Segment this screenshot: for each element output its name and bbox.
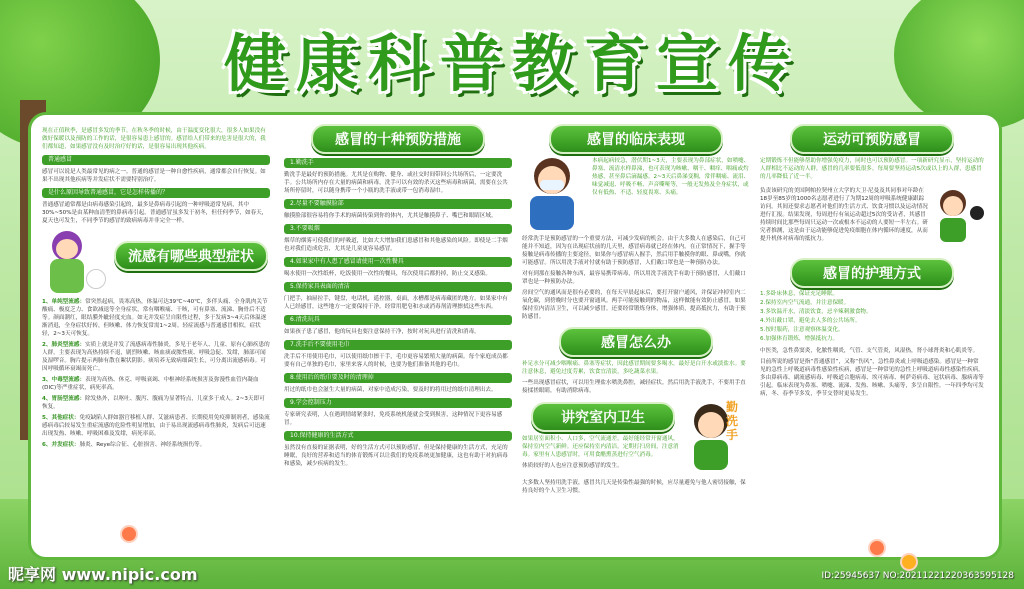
section-header-what-to-do: 感冒怎么办 [559,327,713,357]
column-exercise [758,124,986,545]
prevention-item-label: 9.学会控制压力 [284,398,512,408]
flower-decoration [868,539,886,557]
symptom-4: 4、胃肠型流感：除发热外，以呕吐、腹泻、腹痛为显著特点，儿童多于成人。2~3天即可恢复。 [42,396,265,410]
watermark-right: ID:25945637 NO:20211221220363595128 [821,571,1014,581]
handwash-badge: 勤洗手 [726,400,739,442]
prevention-item-label: 1.勤洗手 [284,158,512,168]
prevention-item-label: 8.使用后的纸巾要及时的清理掉 [284,373,512,383]
q2-label: 是什么原因导致普通感冒，它是怎样传播的？ [42,188,270,198]
prevention-item-label: 4.如果家中有人患了感冒请使用一次性餐具 [284,257,512,267]
exercise-text-1: 定期锻炼不但能够帮助你增强免疫力，同时也可以预防感冒。一项新研究显示，坚持运动的人群相比不运动的人群，感冒的几率要低很多。每周要坚持运动5次或以上的人群，患感冒的几率降低了近一半。 [760,158,984,180]
column-clinical [520,124,752,545]
boy-mask-illustration [520,154,590,232]
page-title: 健康科普教育宣传 [223,27,800,100]
care-item: 2.保持室内空气流通，并注意保暖。 [760,300,850,306]
care-item: 3.多饮温开水，清淡饮食，忌辛辣刺激食物。 [760,309,872,315]
clinical-text-4: 房间空气的通风而是很有必要的，在每天早晨起床后，要打开窗户通风，并保证冲掉室内二氧化碳，到傍晚时分也要开窗通风。两手可能接触到的物品，这样做能有效防止感冒，如果保持室内清洁卫生，可以减少感冒。还要经常锻炼身体，增强体质，提高抵抗力，有助于预防感冒。 [522,290,746,320]
care-note: 中医类，急性鼻窦炎，化脓性咽炎，气管、支气管炎，风湿热，肾小球肾炎和心肌炎等。 [760,348,979,354]
prevention-item-label: 7.洗手后不要使用毛巾 [284,340,512,350]
clinical-text-2: 经常洗手是预防感冒的一个重要方法，可减少发病的机会。由于大多数人在感染后，自己可能并不知道，因为在出现症状前的几天里，感冒病毒就已经在体内。在正常情况下，握手等接触是病毒传播的主要途径，如果你与感冒病人握手，然后用手触摸你的眼、鼻或嘴，你就可能感冒。所以用洗手液对付就有助于预防感冒，人们戴口罩也是一种预防办法。 [522,236,746,266]
intro-text: 现在正值秋季，是感冒多发的季节。在秋冬季的时候，由于温度变化很大，很多人如果没有做好保暖以及预防的工作的话，是很容易患上感冒的。感冒给人们带来的危害是很大的，我们都知道，如果感冒没有及时治疗好的话，是很容易出现其他疾病。 [42,128,266,150]
care-text: 目前所说的感冒是指“普通感冒”，又称“伤风”，急性鼻炎或上呼吸道感染。感冒是一种常见的急性上呼吸道病毒性感染性疾病，感冒是一种常见的急性上呼吸道病毒性感染性疾病，多由鼻病毒、副流感病毒、呼吸道合胞病毒、埃可病毒、柯萨奇病毒、冠状病毒、腺病毒等引起。临床表现为鼻塞、喷嚏、流涕、发热、咳嗽、头痛等，多呈自限性。一年四季均可发病，冬、春季节多发，季节交替时更易发生。 [760,359,984,397]
prevention-item-text: 洗手后不用使用毛巾，可以使用纸巾擦干手，毛巾更容易繁殖大量的病菌。每个家庭成员都要有自己单独的毛巾，家里来客人的时候，也要为他们准备其他的毛巾。 [284,354,508,368]
exercise-text-2: 负责该研究的美国阿帕拉契州立大学的大卫·尼曼及其同事对年龄在18岁至85岁的1000名志愿者进行了为期12周的呼吸系统健康跟踪访问。其间还要求志愿者对他们的生活方式、饮食习惯以及运动情况进行汇报。结果发现，每周进行有氧运动超过5次的受访者，其感冒持续时间比那些每周只运动一次或根本不运动的人要短一半左右。研究者推测，这是由于运动能够促进免疫细胞在体内循环的速度，从而提升机体对病毒的抵抗力。 [760,188,928,242]
q2-text: 普通感冒通常都是由病毒感染引起的，最多是鼻病毒引起的一种呼吸道常见病，其中30%~50%是由某种血清型的鼻病毒引起。普通感冒虽多发于初冬，但任何季节，如春天，夏天也可发生，不同季节的感冒的致病病毒并非完全一样。 [42,202,268,224]
flower-decoration [900,553,918,571]
prevention-item-text: 专家研究表明，人在遇到情绪紧张时，免疫系统机能就会受到损害，这种情况下更容易感冒。 [284,412,503,426]
care-item: 1.多卧床休息，保证充足睡眠。 [760,291,839,297]
prevention-item-text: 用过的纸巾也会滋生大量的病菌，对家中造成污染，要及时的将用过的纸巾清理出去。 [284,387,497,393]
symptom-2: 2、肺炎型流感：实质上就是并发了流感病毒性肺炎，多见于老年人、儿童、原有心肺疾患的人群。主要表现为高热持续不退，剧烈咳嗽、咳血痰或脓性痰、呼吸急促、发绀，肺部可闻及湿啰音。胸片提示两肺有散在絮状阴影。痰培养无致病细菌生长，可分离出流感病毒。可因呼吸循环衰竭而死亡。 [42,342,270,372]
prevention-item-label: 3.不要吸烟 [284,224,512,234]
section-header-hygiene: 讲究室内卫生 [531,402,675,432]
watermark-left: 昵享网 www.nipic.com [8,565,198,584]
prevention-list [282,158,514,468]
symptom-5: 5、其他症状：免疫缺陷人群如器官移植人群、艾滋病患者、长期使用免疫抑制剂者，感染流感病毒后较易发生重症流感的危险性明显增加，由于易出现流感病毒性肺炎，发病后可迅速出现发热、咳嗽、呼吸困难及发绀，病死率高。 [42,415,270,437]
handwash-illustration [686,398,752,476]
prevention-item-text: 勤洗手是最好的预防措施。尤其是在购物、健身、或社交时间带回公共场所后，一定要洗手。公共场所内存在大量的病菌和病毒，洗手可以有效的杀灭这些病毒和病菌，需要在公共场所停留时，可以随身携带一个小瓶的洗手液或带一包消毒湿巾。 [284,172,508,194]
boy-running-illustration [930,184,986,254]
symptom-3: 3、中毒型流感：表现为高热、休克、呼吸衰竭、中枢神经系统损害及弥漫性血管内凝血(DIC)等严重症状，病死率高。 [42,377,259,391]
section-header-clinical: 感冒的临床表现 [549,124,723,154]
prevention-item-text: 喝水使用一次性纸杯，吃饭使用一次性的餐具，每次使用后都扔掉，防止交叉感染。 [284,271,491,277]
care-item: 4.外出戴口罩，避免去人多的公共场所。 [760,318,861,324]
prevention-item-label: 6.清洗玩具 [284,315,512,325]
how-text-1: 补足水分可减少咽喉痛、鼻塞等症状，因此感冒期间要多喝水，最好是白开水或淡盐水。要注意休息，避免过度劳累，饮食宜清淡，多吃蔬菜水果。 [522,361,746,375]
symptom-1: 1、单纯型流感：常突然起病，畏寒高热，体温可达39℃~40℃，多伴头痛、全身肌肉关节酸痛、极度乏力、食欲减退等全身症状，常有咽喉痛、干咳，可有鼻塞、流涕、胸骨后不适等。颜面潮红，眼结膜外眦轻度充血。如无并发症呈自限性过程，多于发病3~4天后体温逐渐消退，全身症状好转，但咳嗽、体力恢复常需1~2周。轻症流感与普通感冒相似，症状轻，2~3天可恢复。 [42,299,268,337]
prevention-item-text: 虽然没有直接的证据表明，好的生活方式可以预防感冒，但是保持健康的生活方式，充足的睡眠，良好的营养和适当的体育锻炼可以让我们的免疫系统更加健康，这也有助于对抗病毒和感染，减少疾病的发生。 [284,445,508,467]
hygiene-text-1: 如果居室面积小、人口多，空气流通差，最好能经常开窗通风，保持室内空气新鲜。还应保持室内清洁，定期打扫房间，注意消毒。家里有人患感冒时，可用食醋熏蒸进行空气消毒。 [522,436,679,458]
prevention-item-label: 5.保持家具表面的清洁 [284,282,512,292]
hygiene-text-3: 大多数人坚持用洗手液，感冒共几天是传染性最强的时候，应尽量避免与他人密切接触，保持良好的个人卫生习惯。 [522,480,746,494]
column-intro [40,124,272,545]
prevention-item-label: 2.尽量不要触摸脸部 [284,199,512,209]
clinical-text-1: 本病起病较急，潜伏期1~3天，主要表现为鼻部症状，如喷嚏、鼻塞、流清水样鼻涕，也可表现为咳嗽、咽干、咽痒、咽痛或灼热感，甚至鼻后滴漏感。2~3天后鼻涕变稠，常伴咽痛、流泪、味觉减退、呼吸不畅、声音嘶哑等，一般无发热及全身症状，或仅有低热、不适、轻度畏寒、头痛。 [592,158,750,196]
q1-text: 感冒可以说是人类最常见的病之一。普通的感冒是一种自愈性疾病，通常都会自行恢复。如果不出现其他疾病等并发症状不需要特别治疗。 [42,169,266,183]
section-header-flu-symptoms: 流感有哪些典型症状 [114,241,268,271]
prevention-item-label: 10.保持健康的生活方式 [284,431,512,441]
prevention-item-text: 门把手，抽屉拉手，键盘，电话机，遥控器，桌面，水槽都是病毒藏匿的地方。如果家中有人已经感冒，这些地方一定要保持干净。经常用肥皂和水或消毒剂清理擦拭这些东西。 [284,296,508,310]
section-header-care: 感冒的护理方式 [790,258,954,288]
hygiene-text-2: 体质较好的人也应注意预防感冒的发生。 [522,463,623,469]
prevention-item-text: 如果孩子患了感冒，他的玩具也要注意保持干净，按时对玩具进行清洗和消毒。 [284,329,480,335]
flower-decoration [120,525,138,543]
care-item: 5.按时服药，注意观察体温变化。 [760,327,844,333]
section-header-exercise: 运动可预防感冒 [790,124,954,154]
care-list [758,290,986,343]
column-prevention [282,124,514,545]
prevention-item-text: 触摸脸部很容易将你手术的病菌传染到你的体内，尤其是触摸鼻子、嘴巴和眼睛区域。 [284,213,497,219]
clinical-text-3: 对有到那在接触各种东西，最容易携带病毒，所以用洗手液洗手有助于预防感冒，人们戴口罩也是一种预防办法。 [522,271,746,285]
q1-label: 普通感冒 [42,155,270,165]
how-text-2: 一些出现感冒症状，可以用生理盐水喷洗鼻腔，减轻症状。然后用洗手液洗手，不要用手直接揉搓眼睛，有助消除病毒。 [522,380,746,394]
section-header-prevention: 感冒的十种预防措施 [311,124,485,154]
symptom-6: 6、并发症状：肺炎、Reye综合征、心脏损害、神经系统损伤等。 [42,442,206,448]
care-item: 6.加强体育锻炼，增强抵抗力。 [760,336,839,342]
prevention-item-text: 烟草的烟雾可使我们的呼吸道，比如大大增加我们患感冒和其他感染的风险。即使是二手烟也对我们造成危害，尤其是儿童更容易感冒。 [284,238,508,252]
child-scarf-illustration [40,229,110,295]
